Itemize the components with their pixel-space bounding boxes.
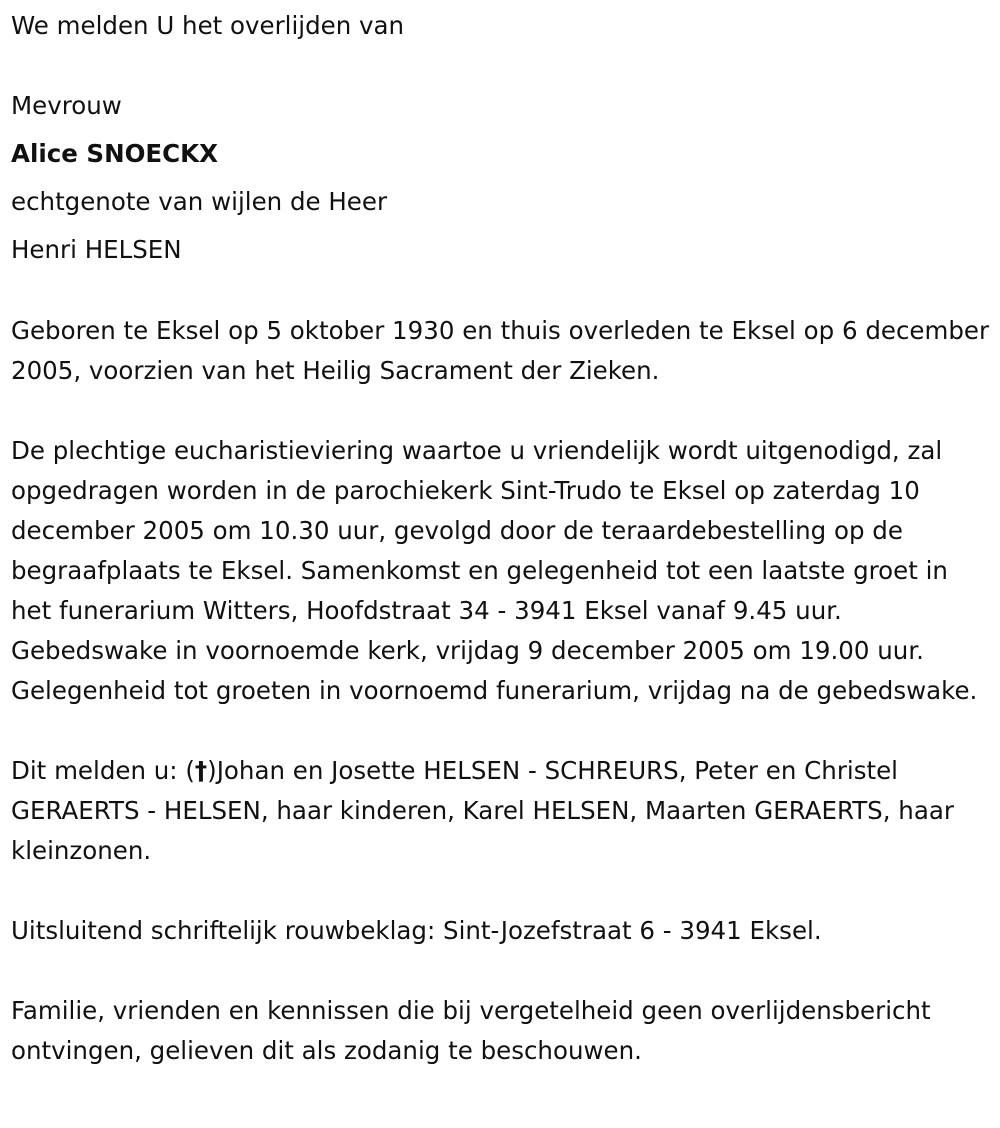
family-prefix: Dit melden u: (: [11, 756, 195, 785]
family-names: )Johan en Josette HELSEN - SCHREURS, Peter en Christel GERAERTS - HELSEN, haar kinderen, Karel HELSEN, Maarten GERAERTS, haar kleinzonen.: [11, 756, 954, 865]
spouse-name: Henri HELSEN: [11, 235, 182, 264]
relation-text: echtgenote van wijlen de Heer: [11, 187, 388, 216]
condolences-paragraph: Uitsluitend schriftelijk rouwbeklag: Sint-Jozefstraat 6 - 3941 Eksel.: [11, 916, 822, 945]
ceremony-paragraph: De plechtige eucharistieviering waartoe u vriendelijk wordt uitgenodigd, zal opgedragen worden in de parochiekerk Sint-Trudo te Eksel op zaterdag 10 december 2005 om 10.30 uur, gevolgd door de teraardebestelling op de begraafplaats te Eksel. Samenkomst en gelegenheid tot een laatste groet in het funerarium Witters, Hoofdstraat 34 - 3941 Eksel vanaf 9.45 uur. Gebedswake in voornoemde kerk, vrijdag 9 december 2005 om 19.00 uur. Gelegenheid tot groeten in voornoemd funerarium, vrijdag na de gebedswake.: [11, 436, 978, 705]
deceased-name: Alice SNOECKX: [11, 139, 218, 168]
obituary-page: [0, 2, 1000, 1128]
birth-death-paragraph: Geboren te Eksel op 5 oktober 1930 en thuis overleden te Eksel op 6 december 2005, voorzien van het Heilig Sacrament der Zieken.: [11, 316, 990, 385]
title-prefix: Mevrouw: [11, 91, 122, 120]
closing-paragraph: Familie, vrienden en kennissen die bij vergetelheid geen overlijdensbericht ontvingen, gelieven dit als zodanig te beschouwen.: [11, 996, 931, 1065]
cross-icon: †: [194, 756, 208, 785]
family-paragraph: [11, 751, 991, 871]
intro-text: We melden U het overlijden van: [11, 11, 405, 40]
